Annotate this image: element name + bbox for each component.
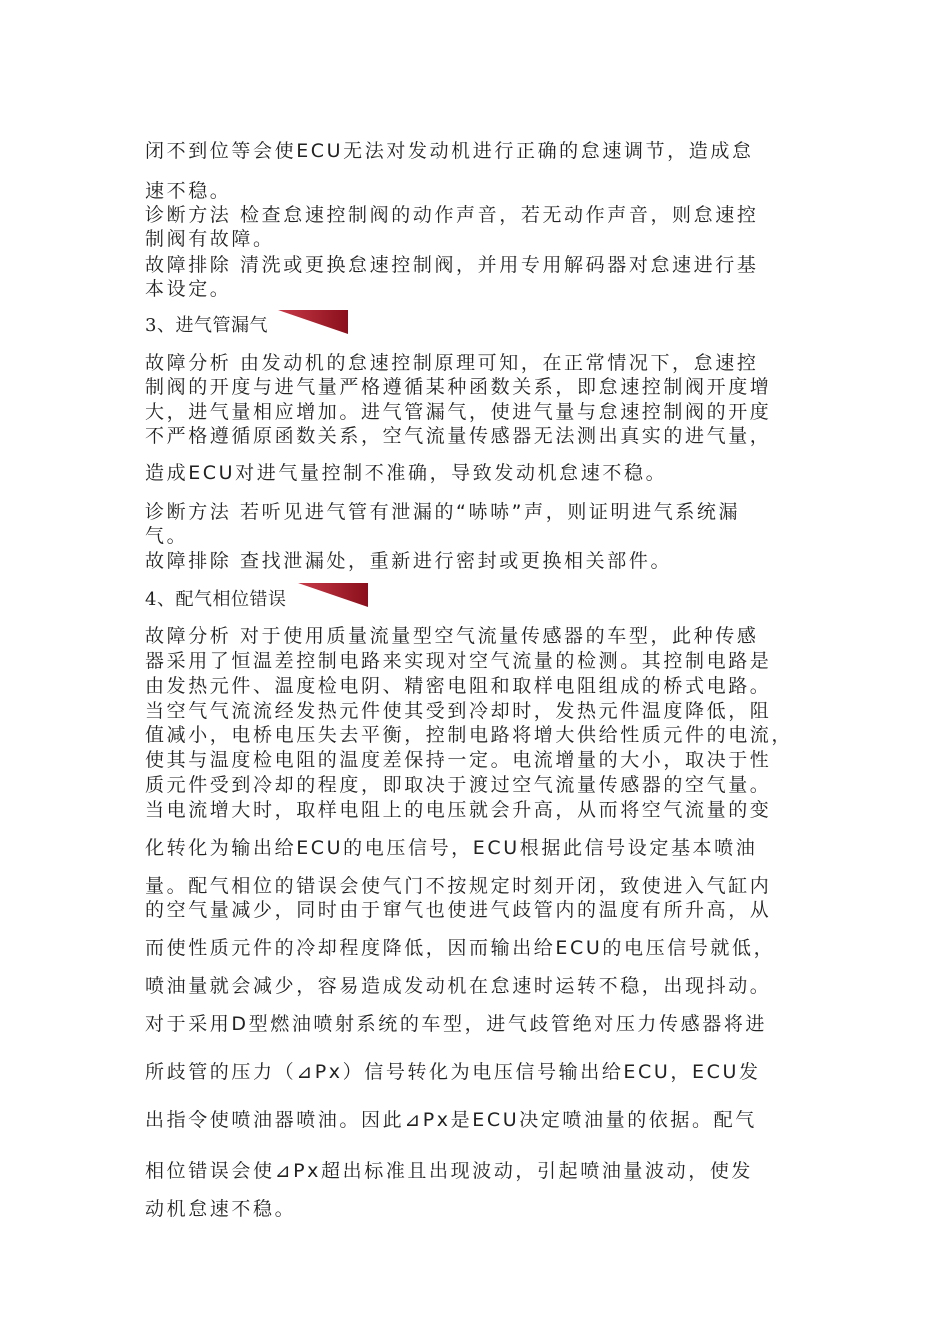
text-line: 出指令使喷油器喷油。因此⊿Px是ECU决定喷油量的依据。配气 [145, 1109, 757, 1131]
text-line: 器采用了恒温差控制电路来实现对空气流量的检测。其控制电路是 [145, 650, 772, 672]
text-line: 所歧管的压力（⊿Px）信号转化为电压信号输出给ECU，ECU发 [145, 1061, 761, 1083]
text-line: 对于采用D型燃油喷射系统的车型，进气歧管绝对压力传感器将进 [145, 1013, 768, 1035]
text-line: 故障排除 清洗或更换怠速控制阀，并用专用解码器对怠速进行基 [145, 254, 759, 276]
heading-decoration-icon [278, 310, 348, 334]
text-line: 化转化为输出给ECU的电压信号，ECU根据此信号设定基本喷油 [145, 837, 758, 859]
text-line: 闭不到位等会使ECU无法对发动机进行正确的怠速调节，造成怠 [145, 140, 754, 162]
text-line: 值减小，电桥电压失去平衡，控制电路将增大供给性质元件的电流， [145, 724, 794, 746]
text-line: 而使性质元件的冷却程度降低，因而输出给ECU的电压信号就低， [145, 937, 776, 959]
text-line: 速不稳。 [145, 180, 232, 202]
text-line: 当空气气流流经发热元件使其受到冷却时，发热元件温度降低，阻 [145, 700, 772, 722]
text-line: 故障分析 由发动机的怠速控制原理可知，在正常情况下，怠速控 [145, 352, 759, 374]
text-line: 质元件受到冷却的程度，即取决于渡过空气流量传感器的空气量。 [145, 774, 772, 796]
text-line: 使其与温度检电阻的温度差保持一定。电流增量的大小，取决于性 [145, 749, 772, 771]
text-line: 故障分析 对于使用质量流量型空气流量传感器的车型，此种传感 [145, 625, 759, 647]
text-line: 气。 [145, 525, 189, 547]
text-line: 动机怠速不稳。 [145, 1198, 297, 1220]
text-line: 喷油量就会减少，容易造成发动机在怠速时运转不稳，出现抖动。 [145, 975, 772, 997]
text-line: 诊断方法 检查怠速控制阀的动作声音，若无动作声音，则怠速控 [145, 204, 759, 226]
text-line: 故障排除 查找泄漏处，重新进行密封或更换相关部件。 [145, 550, 673, 572]
section-heading-4: 4、配气相位错误 [145, 589, 287, 610]
text-line: 不严格遵循原函数关系，空气流量传感器无法测出真实的进气量， [145, 425, 772, 447]
text-line: 大，进气量相应增加。进气管漏气，使进气量与怠速控制阀的开度 [145, 401, 772, 423]
text-line: 造成ECU对进气量控制不准确，导致发动机怠速不稳。 [145, 462, 668, 484]
heading-decoration-icon [298, 583, 368, 607]
text-line: 量。配气相位的错误会使气门不按规定时刻开闭，致使进入气缸内 [145, 875, 772, 897]
text-line: 的空气量减少，同时由于窜气也使进气歧管内的温度有所升高，从 [145, 899, 772, 921]
text-line: 由发热元件、温度检电阴、精密电阻和取样电阻组成的桥式电路。 [145, 675, 772, 697]
text-line: 制阀有故障。 [145, 228, 275, 250]
text-line: 本设定。 [145, 278, 232, 300]
text-line: 相位错误会使⊿Px超出标准且出现波动，引起喷油量波动，使发 [145, 1160, 754, 1182]
text-line: 诊断方法 若听见进气管有泄漏的“哧哧”声，则证明进气系统漏 [145, 501, 741, 523]
text-line: 制阀的开度与进气量严格遵循某种函数关系，即怠速控制阀开度增 [145, 376, 772, 398]
text-line: 当电流增大时，取样电阻上的电压就会升高，从而将空气流量的变 [145, 799, 772, 821]
section-heading-3: 3、进气管漏气 [145, 315, 268, 336]
